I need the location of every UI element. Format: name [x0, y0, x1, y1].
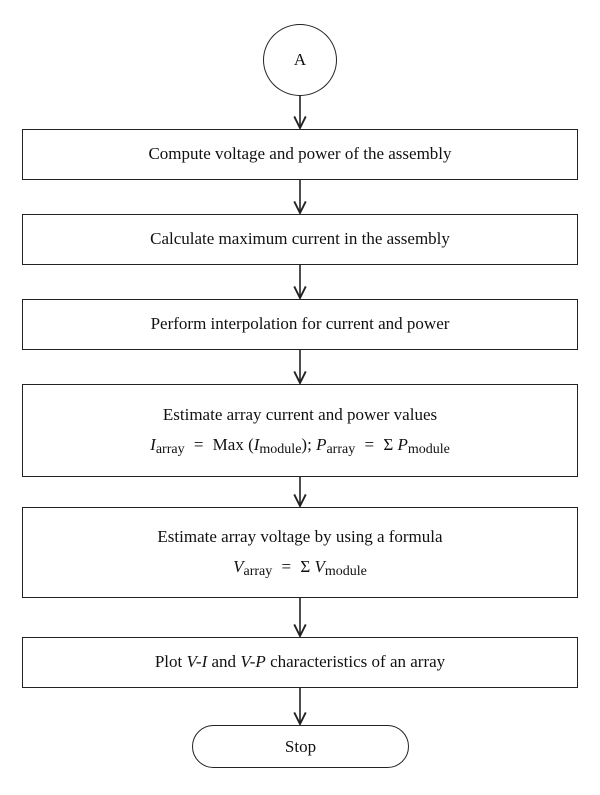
step-estimate-voltage — [22, 507, 578, 598]
formula-fn: ); — [301, 435, 312, 455]
step-label — [155, 652, 445, 672]
formula-var: V — [314, 557, 325, 577]
formula-var: V — [233, 557, 244, 577]
formula-sub: array — [155, 442, 185, 458]
formula-sub: module — [259, 442, 302, 458]
terminal-stop — [192, 725, 409, 768]
label-part-italic: V-P — [240, 652, 266, 672]
formula-sub: module — [324, 564, 367, 580]
label-part: Plot — [154, 652, 187, 672]
formula-sub: array — [326, 442, 356, 458]
step-compute-voltage-power — [22, 129, 578, 180]
formula-sum: Σ — [300, 557, 311, 577]
connector-a — [263, 24, 337, 96]
step-plot-characteristics — [22, 637, 578, 688]
formula-var: I — [253, 435, 260, 455]
label-part: and — [207, 652, 241, 672]
step-label: Estimate array voltage by using a formula — [157, 526, 443, 546]
step-estimate-current-power — [22, 384, 578, 477]
connector-label: A — [293, 50, 307, 69]
label-part: characteristics of an array — [265, 652, 446, 672]
label-part-italic: V-I — [186, 652, 208, 672]
formula-op: = — [281, 557, 292, 577]
formula-var: P — [316, 435, 327, 455]
voltage-formula — [233, 557, 367, 578]
formula-op: = — [364, 435, 375, 455]
formula-var: P — [397, 435, 408, 455]
step-label: Perform interpolation for current and power — [150, 314, 450, 334]
formula-sum: Σ — [383, 435, 394, 455]
formula-op: = — [193, 435, 204, 455]
formula-sub: array — [243, 564, 273, 580]
step-label: Estimate array current and power values — [162, 404, 438, 424]
step-perform-interpolation — [22, 299, 578, 350]
formula-sub: module — [407, 442, 450, 458]
step-calculate-max-current — [22, 214, 578, 265]
step-label: Calculate maximum current in the assembly — [150, 229, 450, 249]
current-power-formula — [150, 435, 450, 456]
step-label: Compute voltage and power of the assembly — [148, 144, 452, 164]
formula-fn: Max ( — [212, 435, 254, 455]
formula-var: I — [150, 435, 156, 455]
terminal-label: Stop — [284, 736, 317, 756]
